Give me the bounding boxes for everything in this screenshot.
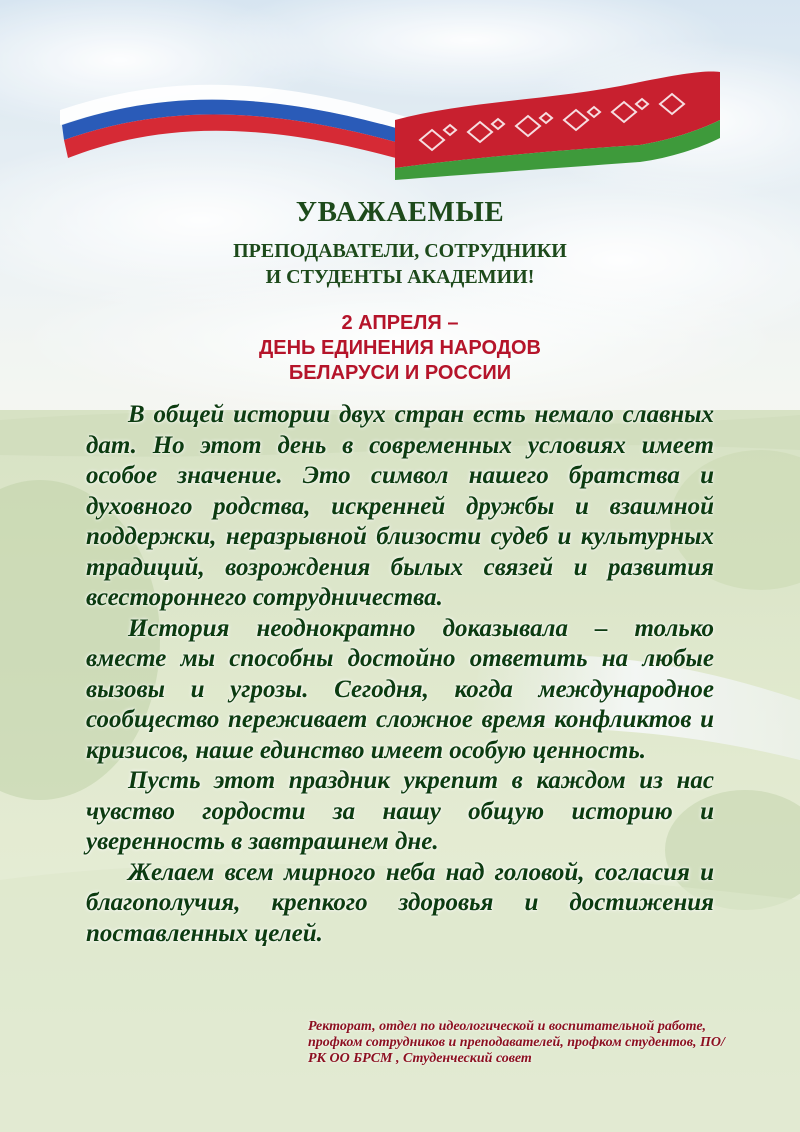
holiday-name-line-1: ДЕНЬ ЕДИНЕНИЯ НАРОДОВ [259,337,541,359]
paragraph-4: Желаем всем мирного неба над головой, согласия и благополучия, крепкого здоровья и достижения поставленных целей. [86,858,714,947]
greeting-line-1: ПРЕПОДАВАТЕЛИ, СОТРУДНИКИ [233,240,567,262]
russia-flag-ribbon [60,85,410,162]
greeting-body [86,400,714,949]
holiday-date: 2 АПРЕЛЯ – [341,312,459,334]
paragraph-3: Пусть этот праздник укрепит в каждом из нас чувство гордости за нашу общую историю и уверенность в завтрашнем дне. [86,767,714,855]
holiday-name-line-2: БЕЛАРУСИ И РОССИИ [288,362,512,384]
paragraph-2: История неоднократно доказывала – только вместе мы способны достойно ответить на любые вызовы и угрозы. Сегодня, когда международное сообщество переживает сложное время конфликтов и кризисов, наше единство имеет особую ценность. [86,614,714,764]
paragraph-1: В общей истории двух стран есть немало славных дат. Но этот день в современных условиях имеет особое значение. Это символ нашего братства и духовного родства, искренней дружбы и взаимной поддержки, неразрывной близости судеб и культурных традиций, возрождения былых связей и развития всестороннего сотрудничества. [86,401,714,611]
belarus-flag-ribbon [395,71,720,180]
greeting-line-2: И СТУДЕНТЫ АКАДЕМИИ! [265,266,535,288]
greeting-title: УВАЖАЕМЫЕ [295,196,505,228]
signature: Ректорат, отдел по идеологической и воспитательной работе, профком сотрудников и преподавателей, профком студентов, ПО/РК ОО БРСМ , Студенческий совет [308,1019,725,1066]
